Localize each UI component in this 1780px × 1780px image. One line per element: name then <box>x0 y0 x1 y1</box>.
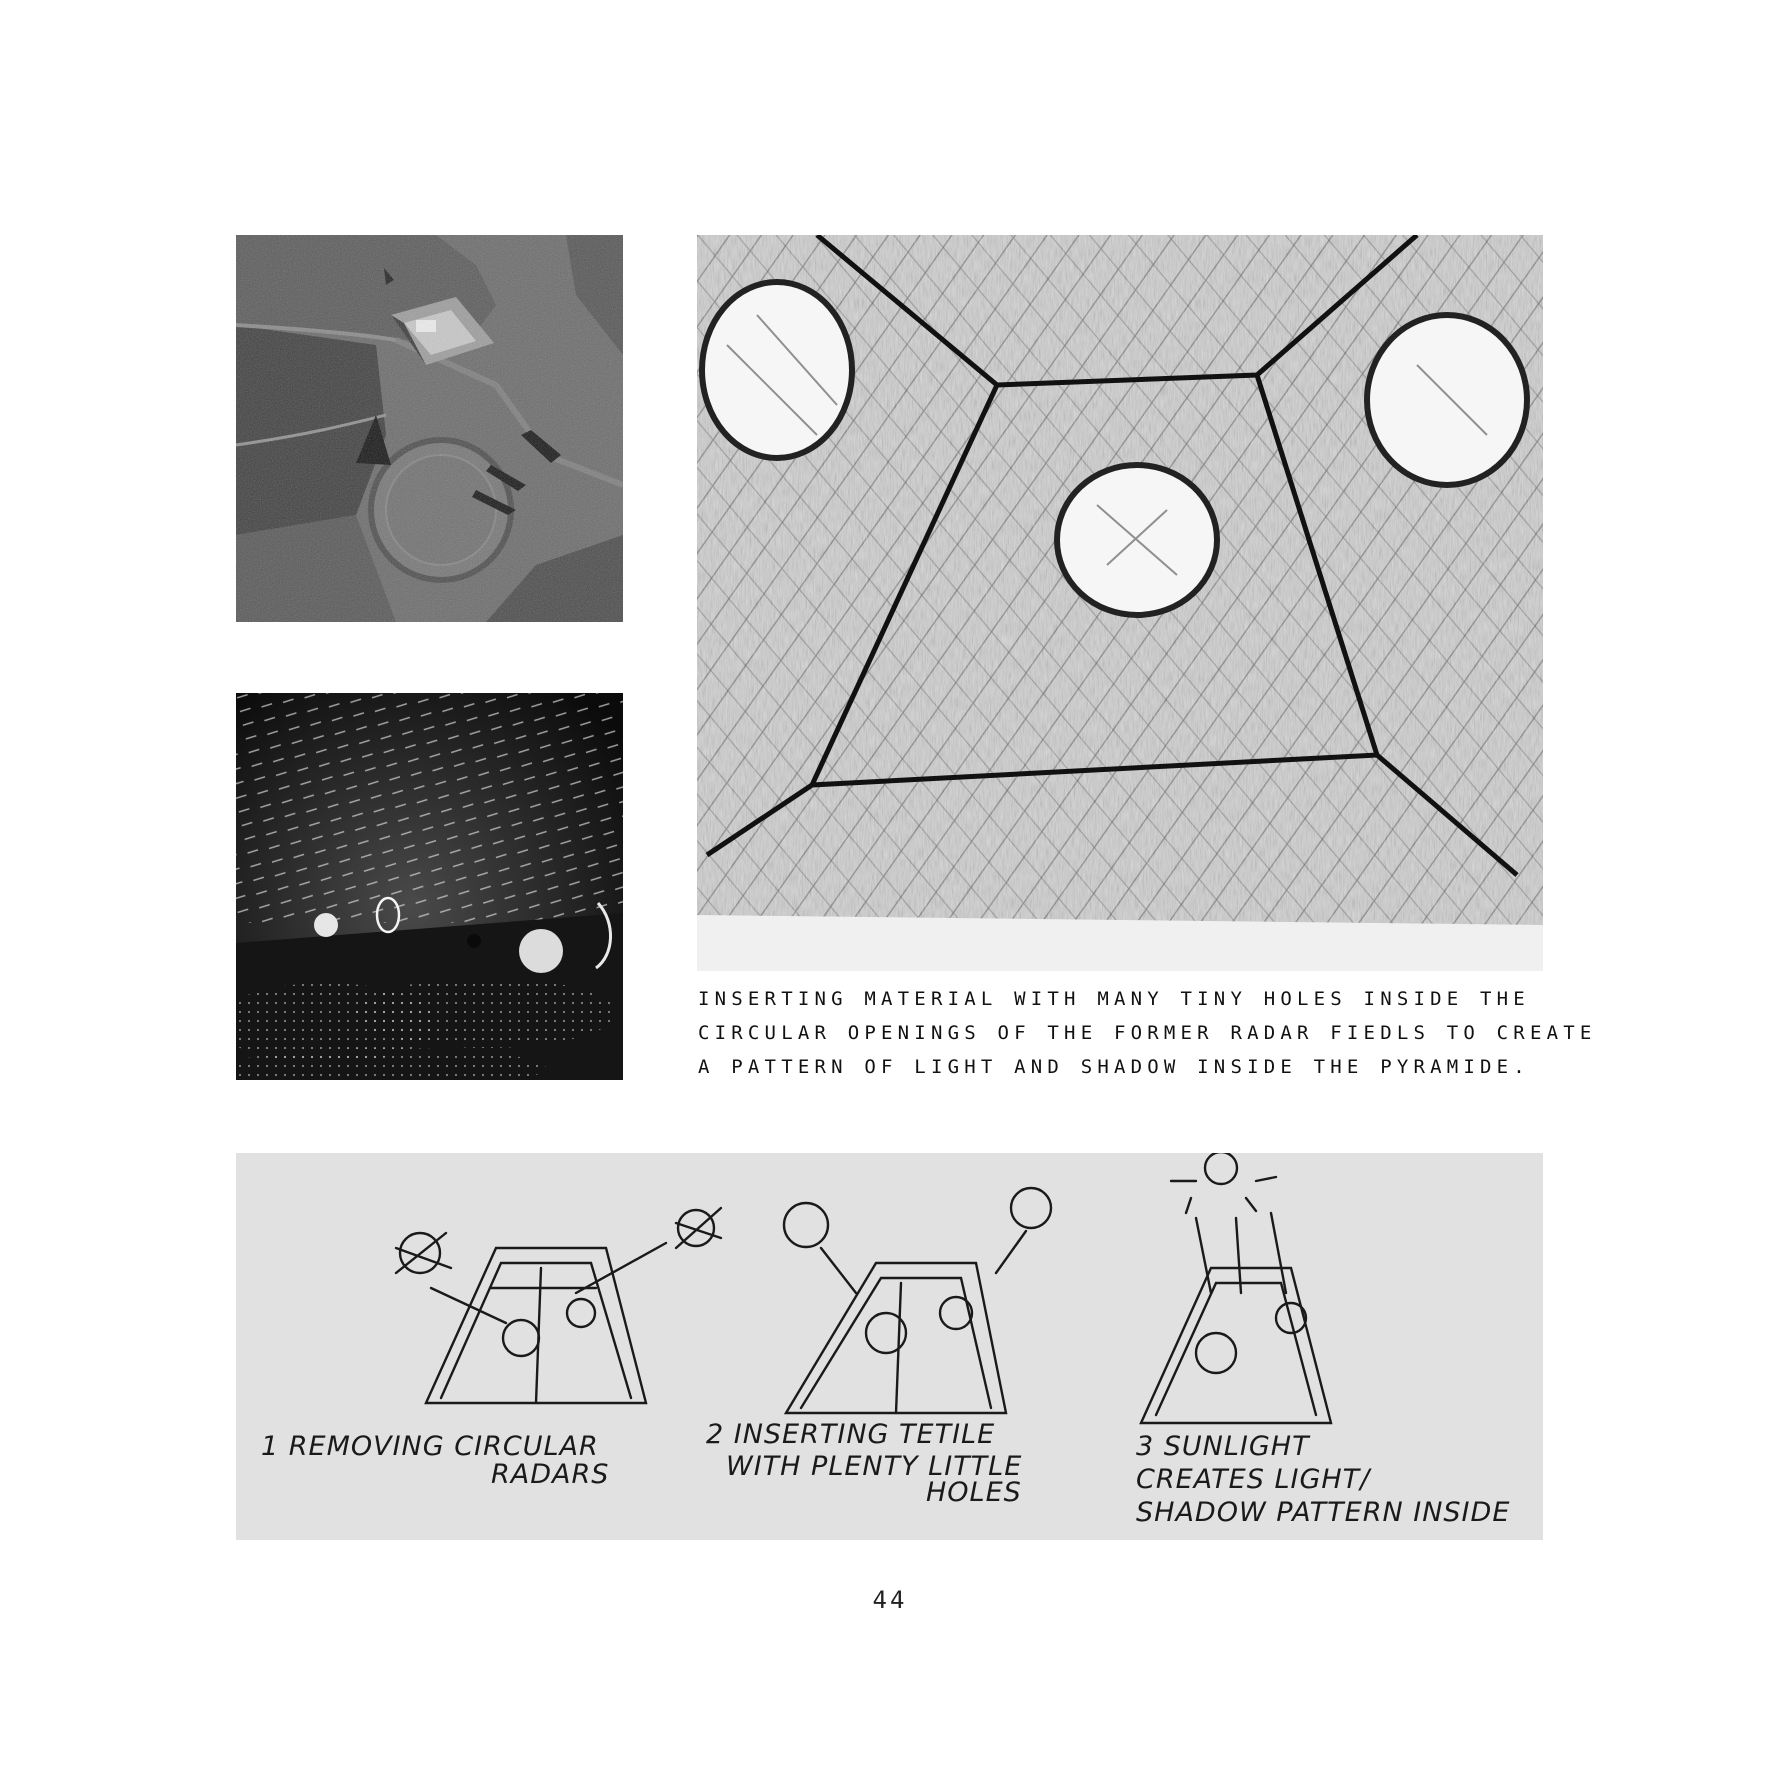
caption-line: A PATTERN OF LIGHT AND SHADOW INSIDE THE PYRAMIDE. <box>698 1056 1530 1078</box>
aerial-photo <box>236 235 623 622</box>
caption <box>698 982 1597 1084</box>
caption-line: CIRCULAR OPENINGS OF THE FORMER RADAR FIEDLS TO CREATE <box>698 1022 1597 1044</box>
charcoal-sketch <box>697 235 1543 971</box>
interior-light-photo <box>236 693 623 1080</box>
diagram-label: HOLES <box>926 1477 1022 1508</box>
diagram-label: CREATES LIGHT/ <box>1136 1464 1371 1495</box>
diagram-label: WITH PLENTY LITTLE <box>726 1451 1023 1482</box>
process-diagram-sketch <box>236 1153 1543 1540</box>
diagram-label: 2 INSERTING TETILE <box>706 1419 996 1450</box>
caption-line: INSERTING MATERIAL WITH MANY TINY HOLES INSIDE THE <box>698 988 1530 1010</box>
diagram-label: 3 SUNLIGHT <box>1136 1431 1310 1462</box>
diagram-label: 1 REMOVING CIRCULAR <box>261 1431 599 1462</box>
diagram-label: SHADOW PATTERN INSIDE <box>1136 1497 1511 1528</box>
diagram-label: RADARS <box>491 1459 610 1490</box>
page-number: 44 <box>872 1586 908 1614</box>
